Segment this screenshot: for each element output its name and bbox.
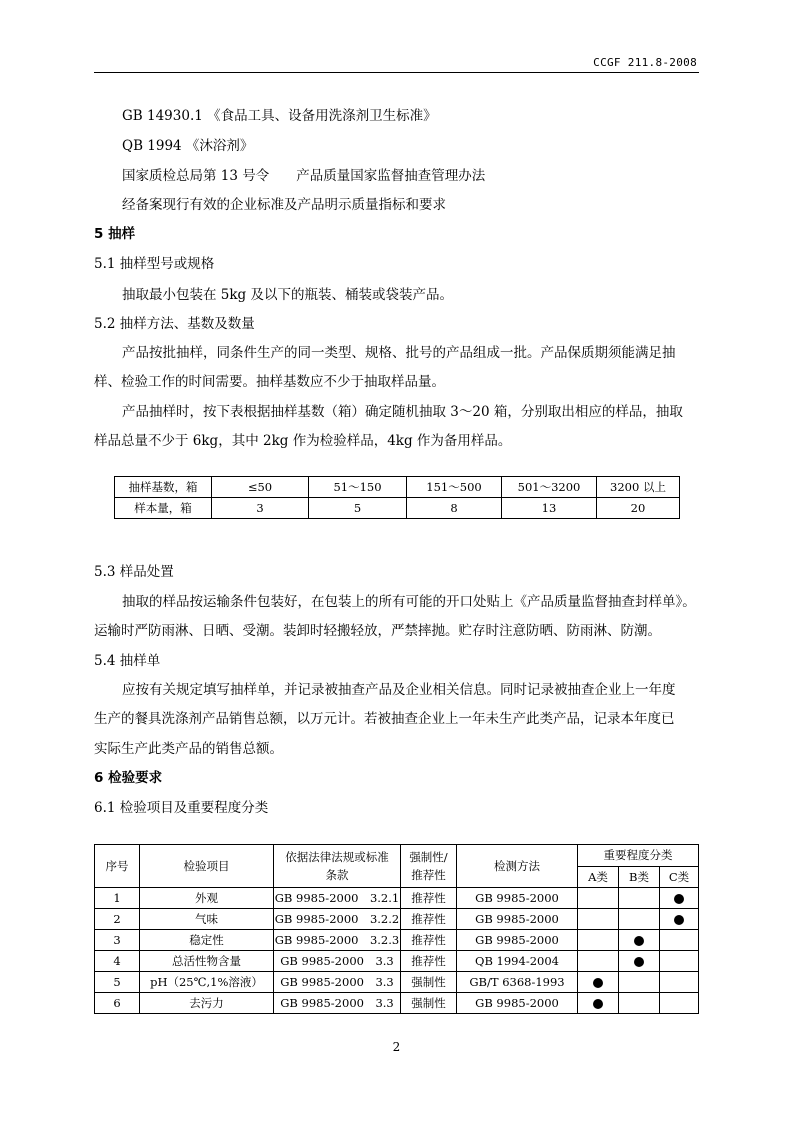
- section-5-4-title: 5.4 抽样单: [94, 653, 161, 669]
- class-c-cell: [660, 972, 699, 993]
- table-cell: 501～3200: [502, 477, 597, 498]
- class-c-cell: [660, 888, 699, 909]
- table-cell: 3200 以上: [597, 477, 680, 498]
- section-5-1-text: 抽取最小包装在 5kg 及以下的瓶装、桶装或袋装产品。: [122, 287, 453, 303]
- item-cell: 稳定性: [140, 930, 274, 951]
- method-cell: QB 1994-2004: [457, 951, 578, 972]
- class-a-cell: [578, 951, 619, 972]
- basis-cell: GB 9985-2000 3.2.3: [274, 930, 401, 951]
- table-row: [95, 993, 699, 1014]
- header-basis-line2: 条款: [325, 868, 349, 882]
- section-5-4-line2: 生产的餐具洗涤剂产品销售总额，以万元计。若被抽查企业上一年未生产此类产品，记录本年度已: [94, 711, 675, 727]
- table-header-row: [95, 845, 699, 867]
- header-importance: 重要程度分类: [578, 845, 699, 867]
- table-cell: 3: [212, 498, 309, 519]
- class-c-cell: [660, 909, 699, 930]
- class-a-cell: [578, 930, 619, 951]
- header-mandatory-line2: 推荐性: [411, 868, 446, 882]
- section-5-4-line3: 实际生产此类产品的销售总额。: [94, 741, 283, 757]
- inspection-table-body: [95, 888, 699, 1014]
- table-cell: 13: [502, 498, 597, 519]
- section-5-2-para2-line2: 样品总量不少于 6kg，其中 2kg 作为检验样品，4kg 作为备用样品。: [94, 433, 512, 449]
- section-6-1-title: 6.1 检验项目及重要程度分类: [94, 800, 269, 816]
- section-5-3-line2: 运输时严防雨淋、日晒、受潮。装卸时轻搬轻放，严禁摔抛。贮存时注意防晒、防雨淋、防潮。: [94, 623, 661, 639]
- filled-circle-icon: [674, 894, 684, 904]
- table-row: [95, 951, 699, 972]
- section-5-3-title: 5.3 样品处置: [94, 564, 174, 580]
- class-b-cell: [619, 888, 660, 909]
- table-cell: 8: [407, 498, 502, 519]
- method-cell: GB 9985-2000: [457, 930, 578, 951]
- class-a-cell: [578, 972, 619, 993]
- basis-cell: GB 9985-2000 3.3: [274, 993, 401, 1014]
- row-number-cell: 6: [95, 993, 140, 1014]
- header-basis: [274, 845, 401, 888]
- item-cell: 气味: [140, 909, 274, 930]
- mandatory-cell: 推荐性: [401, 930, 457, 951]
- sampling-table: [114, 476, 680, 519]
- header-basis-line1: 依据法律法规或标准: [285, 850, 389, 864]
- header-class-a: A类: [578, 866, 619, 888]
- item-cell: 总活性物含量: [140, 951, 274, 972]
- item-cell: 去污力: [140, 993, 274, 1014]
- class-a-cell: [578, 993, 619, 1014]
- class-b-cell: [619, 993, 660, 1014]
- table-cell: 20: [597, 498, 680, 519]
- header-class-b: B类: [619, 866, 660, 888]
- filled-circle-icon: [593, 999, 603, 1009]
- filled-circle-icon: [674, 915, 684, 925]
- section-5-4-line1: 应按有关规定填写抽样单，并记录被抽查产品及企业相关信息。同时记录被抽查企业上一年度: [122, 682, 676, 698]
- table-row: [95, 888, 699, 909]
- table-cell: 51～150: [309, 477, 407, 498]
- reference-enterprise-standard: 经备案现行有效的企业标准及产品明示质量指标和要求: [122, 197, 446, 213]
- basis-cell: GB 9985-2000 3.3: [274, 951, 401, 972]
- inspection-table: [94, 844, 699, 1014]
- section-6-title: 6 检验要求: [94, 770, 163, 786]
- class-b-cell: [619, 951, 660, 972]
- row-number-cell: 3: [95, 930, 140, 951]
- section-5-2-para2-line1: 产品抽样时，按下表根据抽样基数（箱）确定随机抽取 3～20 箱，分别取出相应的样品，抽取: [122, 404, 683, 420]
- header-mandatory-line1: 强制性/: [409, 850, 448, 864]
- table-row: [115, 477, 680, 498]
- class-c-cell: [660, 930, 699, 951]
- item-cell: pH（25℃,1%溶液）: [140, 972, 274, 993]
- mandatory-cell: 强制性: [401, 972, 457, 993]
- class-b-cell: [619, 930, 660, 951]
- table-cell: 抽样基数，箱: [115, 477, 212, 498]
- header-class-c: C类: [660, 866, 699, 888]
- mandatory-cell: 推荐性: [401, 951, 457, 972]
- class-a-cell: [578, 888, 619, 909]
- table-cell: 样本量，箱: [115, 498, 212, 519]
- class-c-cell: [660, 951, 699, 972]
- table-row: [95, 930, 699, 951]
- row-number-cell: 5: [95, 972, 140, 993]
- class-a-cell: [578, 909, 619, 930]
- page-number: 2: [392, 1040, 401, 1054]
- header-mandatory: [401, 845, 457, 888]
- basis-cell: GB 9985-2000 3.2.2: [274, 909, 401, 930]
- header-divider: [94, 72, 699, 73]
- reference-gb14930: GB 14930.1 《食品工具、设备用洗涤剂卫生标准》: [122, 108, 437, 124]
- table-cell: 151～500: [407, 477, 502, 498]
- section-5-2-title: 5.2 抽样方法、基数及数量: [94, 316, 255, 332]
- filled-circle-icon: [593, 978, 603, 988]
- table-row: [115, 498, 680, 519]
- document-code: CCGF 211.8-2008: [593, 56, 697, 69]
- table-row: [95, 909, 699, 930]
- mandatory-cell: 推荐性: [401, 888, 457, 909]
- row-number-cell: 2: [95, 909, 140, 930]
- header-method: 检测方法: [457, 845, 578, 888]
- method-cell: GB 9985-2000: [457, 888, 578, 909]
- row-number-cell: 1: [95, 888, 140, 909]
- row-number-cell: 4: [95, 951, 140, 972]
- reference-qb1994: QB 1994 《沐浴剂》: [122, 138, 254, 154]
- method-cell: GB 9985-2000: [457, 909, 578, 930]
- section-5-2-para1-line2: 样、检验工作的时间需要。抽样基数应不少于抽取样品量。: [94, 374, 445, 390]
- section-5-2-para1-line1: 产品按批抽样，同条件生产的同一类型、规格、批号的产品组成一批。产品保质期须能满足抽: [122, 345, 676, 361]
- class-b-cell: [619, 972, 660, 993]
- section-5-title: 5 抽样: [94, 226, 136, 242]
- reference-order13: 国家质检总局第 13 号令 产品质量国家监督抽查管理办法: [122, 168, 486, 184]
- method-cell: GB 9985-2000: [457, 993, 578, 1014]
- method-cell: GB/T 6368-1993: [457, 972, 578, 993]
- section-5-1-title: 5.1 抽样型号或规格: [94, 256, 215, 272]
- basis-cell: GB 9985-2000 3.2.1: [274, 888, 401, 909]
- mandatory-cell: 强制性: [401, 993, 457, 1014]
- class-b-cell: [619, 909, 660, 930]
- basis-cell: GB 9985-2000 3.3: [274, 972, 401, 993]
- header-no: 序号: [95, 845, 140, 888]
- class-c-cell: [660, 993, 699, 1014]
- table-cell: 5: [309, 498, 407, 519]
- item-cell: 外观: [140, 888, 274, 909]
- header-item: 检验项目: [140, 845, 274, 888]
- filled-circle-icon: [634, 957, 644, 967]
- table-row: [95, 972, 699, 993]
- section-5-3-line1: 抽取的样品按运输条件包装好，在包装上的所有可能的开口处贴上《产品质量监督抽查封样单》。: [122, 594, 696, 610]
- mandatory-cell: 推荐性: [401, 909, 457, 930]
- filled-circle-icon: [634, 936, 644, 946]
- table-cell: ≤50: [212, 477, 309, 498]
